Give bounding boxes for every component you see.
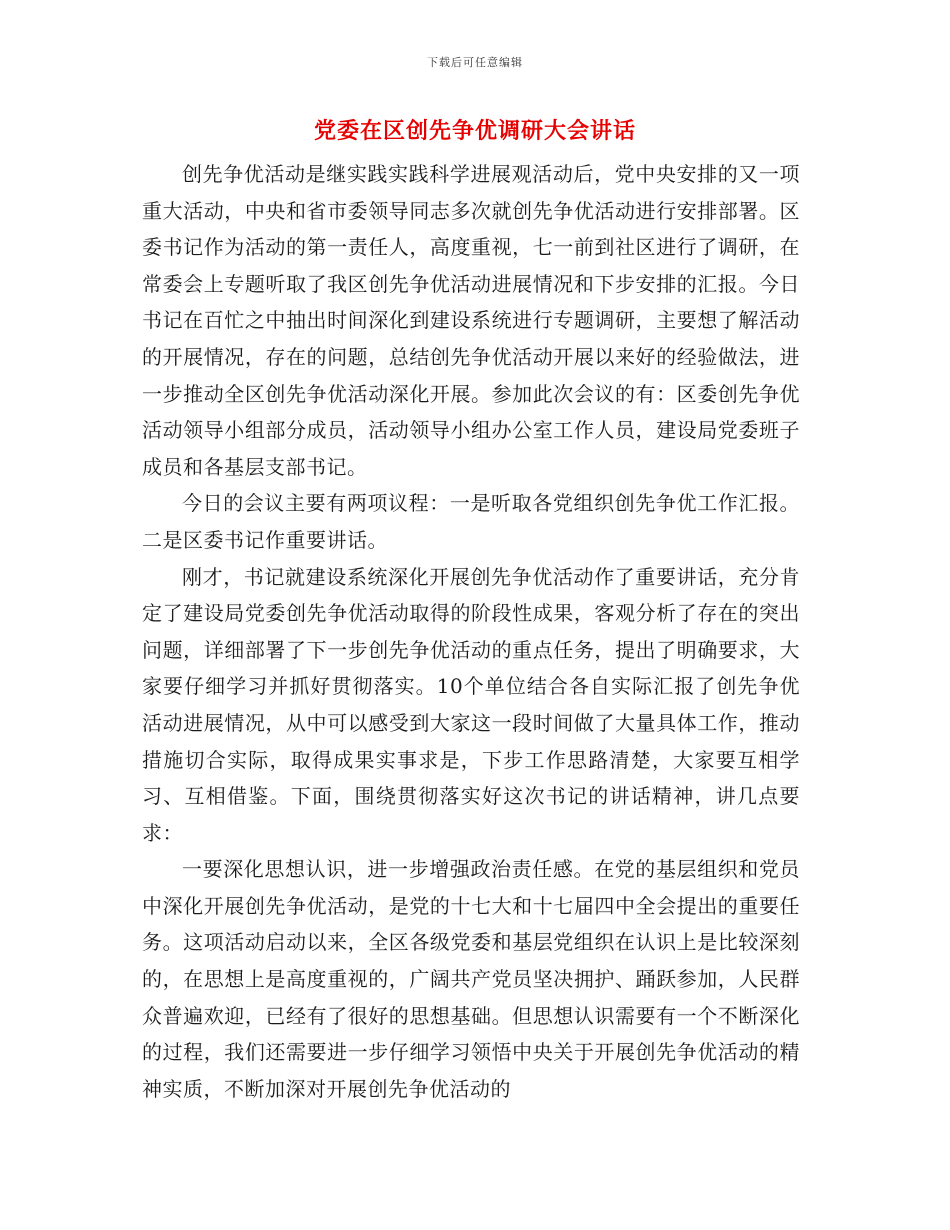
paragraph-2: 今日的会议主要有两项议程：一是听取各党组织创先争优工作汇报。二是区委书记作重要讲话。: [142, 491, 800, 552]
document-title: 党委在区创先争优调研大会讲话: [313, 118, 636, 144]
header-note: 下载后可任意编辑: [427, 56, 523, 69]
paragraph-1: 创先争优活动是继实践实践科学进展观活动后，党中央安排的又一项重大活动，中央和省市委领导同志多次就创先争优活动进行安排部署。区委书记作为活动的第一责任人，高度重视，七一前到社区进行了调研，在常委会上专题听取了我区创先争优活动进展情况和下步安排的汇报。今日书记在百忙之中抽出时间深化到建设系统进行专题调研，主要想了解活动的开展情况，存在的问题，总结创先争优活动开展以来好的经验做法，进一步推动全区创先争优活动深化开展。参加此次会议的有：区委创先争优活动领导小组部分成员，活动领导小组办公室工作人员，建设局党委班子成员和各基层支部书记。: [142, 162, 800, 479]
document-body: [142, 156, 800, 1107]
paragraph-3: 刚才，书记就建设系统深化开展创先争优活动作了重要讲话，充分肯定了建设局党委创先争优活动取得的阶段性成果，客观分析了存在的突出问题，详细部署了下一步创先争优活动的重点任务，提出了明确要求，大家要仔细学习并抓好贯彻落实。10个单位结合各自实际汇报了创先争优活动进展情况，从中可以感受到大家这一段时间做了大量具体工作，推动措施切合实际，取得成果实事求是，下步工作思路清楚，大家要互相学习、互相借鉴。下面，围绕贯彻落实好这次书记的讲话精神，讲几点要求：: [142, 564, 800, 845]
paragraph-4: 一要深化思想认识，进一步增强政治责任感。在党的基层组织和党员中深化开展创先争优活动，是党的十七大和十七届四中全会提出的重要任务。这项活动启动以来，全区各级党委和基层党组织在认识上是比较深刻的，在思想上是高度重视的，广阔共产党员坚决拥护、踊跃参加，人民群众普遍欢迎，已经有了很好的思想基础。但思想认识需要有一个不断深化的过程，我们还需要进一步仔细学习领悟中央关于开展创先争优活动的精神实质，不断加深对开展创先争优活动的: [142, 857, 800, 1101]
